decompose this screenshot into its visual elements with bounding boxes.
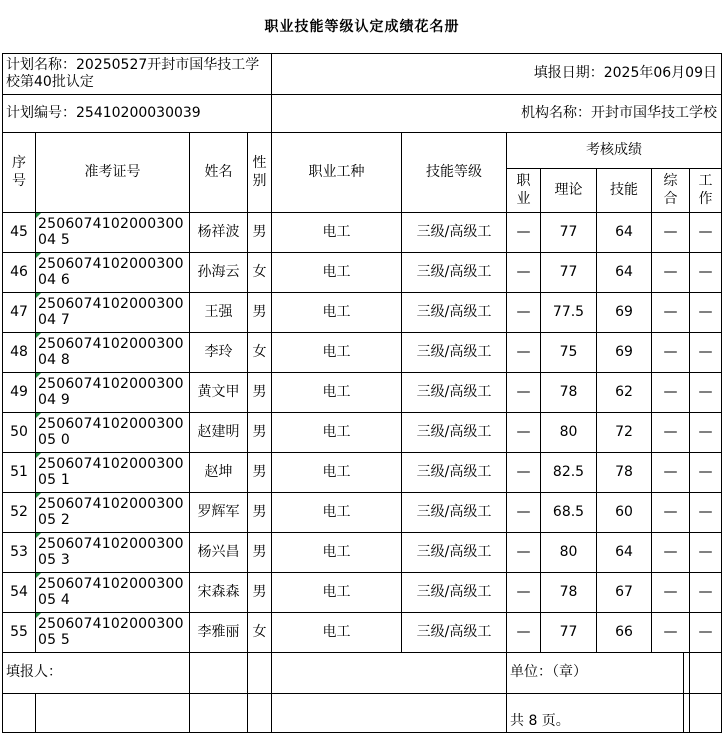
row-theory: 75 — [541, 332, 597, 372]
row-exam-no: 250607410200030004 8 — [36, 332, 190, 372]
footer-cell — [248, 693, 272, 732]
row-skill: 64 — [597, 252, 652, 292]
row-seq: 51 — [3, 452, 36, 492]
row-occupation: 电工 — [272, 372, 402, 412]
row-gender: 女 — [248, 612, 272, 652]
unit-seal-label: 单位：（章） — [507, 652, 684, 693]
row-skill: 62 — [597, 372, 652, 412]
row-seq: 46 — [3, 252, 36, 292]
row-gender: 女 — [248, 252, 272, 292]
row-theory: 68.5 — [541, 492, 597, 532]
row-theory: 80 — [541, 412, 597, 452]
row-gender: 男 — [248, 372, 272, 412]
row-work: — — [690, 252, 722, 292]
row-gender: 男 — [248, 212, 272, 252]
row-professional: — — [507, 292, 541, 332]
row-name: 赵坤 — [190, 452, 248, 492]
header-name: 姓名 — [190, 132, 248, 212]
footer-cell — [272, 652, 402, 693]
row-level: 三级/高级工 — [402, 332, 507, 372]
row-name: 王强 — [190, 292, 248, 332]
row-seq: 48 — [3, 332, 36, 372]
row-professional: — — [507, 532, 541, 572]
header-seq — [3, 132, 36, 212]
row-seq: 52 — [3, 492, 36, 532]
row-name: 杨祥波 — [190, 212, 248, 252]
table-row — [3, 532, 722, 572]
row-theory: 78 — [541, 372, 597, 412]
row-skill: 69 — [597, 292, 652, 332]
table-row — [3, 612, 722, 652]
row-theory: 77 — [541, 252, 597, 292]
row-name: 赵建明 — [190, 412, 248, 452]
header-theory: 理论 — [541, 168, 597, 212]
reporter-label: 填报人： — [3, 652, 190, 693]
table-row — [3, 572, 722, 612]
header-seq-text: 序号 — [12, 155, 26, 189]
row-comprehensive: — — [652, 372, 690, 412]
info-row-1 — [3, 53, 722, 94]
row-work: — — [690, 452, 722, 492]
row-exam-no: 250607410200030004 6 — [36, 252, 190, 292]
row-name: 杨兴昌 — [190, 532, 248, 572]
row-work: — — [690, 412, 722, 452]
header-gender — [248, 132, 272, 212]
row-work: — — [690, 372, 722, 412]
plan-number: 计划编号：25410200030039 — [3, 94, 272, 132]
row-exam-no: 250607410200030004 5 — [36, 212, 190, 252]
row-name: 宋森森 — [190, 572, 248, 612]
row-occupation: 电工 — [272, 612, 402, 652]
row-professional: — — [507, 252, 541, 292]
row-skill: 64 — [597, 532, 652, 572]
row-level: 三级/高级工 — [402, 452, 507, 492]
row-comprehensive: — — [652, 572, 690, 612]
row-level: 三级/高级工 — [402, 212, 507, 252]
row-occupation: 电工 — [272, 532, 402, 572]
row-level: 三级/高级工 — [402, 492, 507, 532]
footer-cell — [690, 652, 722, 693]
plan-name: 计划名称：20250527开封市国华技工学校第40批认定 — [3, 53, 272, 94]
row-work: — — [690, 332, 722, 372]
row-theory: 77.5 — [541, 292, 597, 332]
footer-cell — [36, 693, 190, 732]
header-scores: 考核成绩 — [507, 132, 722, 168]
row-professional: — — [507, 492, 541, 532]
report-date: 填报日期：2025年06月09日 — [272, 53, 722, 94]
table-row — [3, 252, 722, 292]
row-level: 三级/高级工 — [402, 572, 507, 612]
row-comprehensive: — — [652, 412, 690, 452]
row-professional: — — [507, 372, 541, 412]
row-name: 罗辉军 — [190, 492, 248, 532]
row-gender: 男 — [248, 412, 272, 452]
footer-cell — [690, 693, 722, 732]
row-comprehensive: — — [652, 532, 690, 572]
row-seq: 54 — [3, 572, 36, 612]
row-exam-no: 250607410200030005 0 — [36, 412, 190, 452]
row-skill: 60 — [597, 492, 652, 532]
row-gender: 男 — [248, 572, 272, 612]
footer-row-2 — [3, 693, 722, 732]
footer-cell — [248, 652, 272, 693]
row-theory: 82.5 — [541, 452, 597, 492]
row-level: 三级/高级工 — [402, 252, 507, 292]
header-row-1 — [3, 132, 722, 168]
row-level: 三级/高级工 — [402, 372, 507, 412]
footer-row-1 — [3, 652, 722, 693]
footer-cell — [402, 693, 507, 732]
row-occupation: 电工 — [272, 252, 402, 292]
row-exam-no: 250607410200030004 7 — [36, 292, 190, 332]
row-skill: 69 — [597, 332, 652, 372]
header-work-text: 工作 — [698, 173, 713, 207]
page-title: 职业技能等级认定成绩花名册 — [3, 2, 722, 53]
page-count: 共 8 页。 — [507, 693, 684, 732]
info-row-2 — [3, 94, 722, 132]
row-work: — — [690, 532, 722, 572]
row-comprehensive: — — [652, 452, 690, 492]
header-work — [690, 168, 722, 212]
row-gender: 男 — [248, 452, 272, 492]
row-work: — — [690, 492, 722, 532]
row-occupation: 电工 — [272, 412, 402, 452]
footer-cell — [190, 693, 248, 732]
row-gender: 女 — [248, 332, 272, 372]
row-seq: 50 — [3, 412, 36, 452]
row-occupation: 电工 — [272, 332, 402, 372]
row-exam-no: 250607410200030005 4 — [36, 572, 190, 612]
row-seq: 53 — [3, 532, 36, 572]
footer-cell — [272, 693, 402, 732]
row-occupation: 电工 — [272, 212, 402, 252]
row-professional: — — [507, 212, 541, 252]
row-work: — — [690, 292, 722, 332]
row-seq: 45 — [3, 212, 36, 252]
table-row — [3, 492, 722, 532]
row-professional: — — [507, 452, 541, 492]
row-level: 三级/高级工 — [402, 532, 507, 572]
row-professional: — — [507, 572, 541, 612]
table-row — [3, 452, 722, 492]
row-occupation: 电工 — [272, 572, 402, 612]
table-row — [3, 212, 722, 252]
row-comprehensive: — — [652, 612, 690, 652]
row-comprehensive: — — [652, 292, 690, 332]
row-skill: 66 — [597, 612, 652, 652]
row-comprehensive: — — [652, 252, 690, 292]
row-theory: 77 — [541, 612, 597, 652]
row-exam-no: 250607410200030004 9 — [36, 372, 190, 412]
row-level: 三级/高级工 — [402, 292, 507, 332]
row-gender: 男 — [248, 292, 272, 332]
row-skill: 64 — [597, 212, 652, 252]
row-occupation: 电工 — [272, 292, 402, 332]
row-name: 孙海云 — [190, 252, 248, 292]
row-name: 李雅丽 — [190, 612, 248, 652]
header-comprehensive-text: 综合 — [663, 173, 678, 207]
table-row — [3, 412, 722, 452]
row-gender: 男 — [248, 532, 272, 572]
row-seq: 55 — [3, 612, 36, 652]
row-work: — — [690, 572, 722, 612]
row-professional: — — [507, 332, 541, 372]
header-professional — [507, 168, 541, 212]
footer-cell — [3, 693, 36, 732]
roster-rows — [3, 212, 722, 652]
row-skill: 78 — [597, 452, 652, 492]
row-comprehensive: — — [652, 212, 690, 252]
header-comprehensive — [652, 168, 690, 212]
row-seq: 47 — [3, 292, 36, 332]
header-exam-no: 准考证号 — [36, 132, 190, 212]
row-professional: — — [507, 612, 541, 652]
row-comprehensive: — — [652, 332, 690, 372]
row-level: 三级/高级工 — [402, 612, 507, 652]
row-theory: 77 — [541, 212, 597, 252]
header-skill: 技能 — [597, 168, 652, 212]
row-skill: 67 — [597, 572, 652, 612]
table-row — [3, 372, 722, 412]
header-level: 技能等级 — [402, 132, 507, 212]
table-row — [3, 332, 722, 372]
row-gender: 男 — [248, 492, 272, 532]
row-exam-no: 250607410200030005 3 — [36, 532, 190, 572]
row-theory: 80 — [541, 532, 597, 572]
row-skill: 72 — [597, 412, 652, 452]
header-gender-text: 性别 — [252, 155, 267, 189]
row-theory: 78 — [541, 572, 597, 612]
row-professional: — — [507, 412, 541, 452]
table-row — [3, 292, 722, 332]
row-exam-no: 250607410200030005 1 — [36, 452, 190, 492]
header-occupation: 职业工种 — [272, 132, 402, 212]
footer-cell — [402, 652, 507, 693]
row-level: 三级/高级工 — [402, 412, 507, 452]
footer-cell — [190, 652, 248, 693]
row-exam-no: 250607410200030005 5 — [36, 612, 190, 652]
row-exam-no: 250607410200030005 2 — [36, 492, 190, 532]
row-work: — — [690, 212, 722, 252]
header-professional-text: 职业 — [516, 173, 531, 207]
row-seq: 49 — [3, 372, 36, 412]
row-work: — — [690, 612, 722, 652]
row-occupation: 电工 — [272, 492, 402, 532]
row-name: 李玲 — [190, 332, 248, 372]
org-name: 机构名称：开封市国华技工学校 — [272, 94, 722, 132]
row-name: 黄文甲 — [190, 372, 248, 412]
title-row — [3, 2, 722, 53]
roster-table — [2, 2, 722, 733]
row-comprehensive: — — [652, 492, 690, 532]
row-occupation: 电工 — [272, 452, 402, 492]
